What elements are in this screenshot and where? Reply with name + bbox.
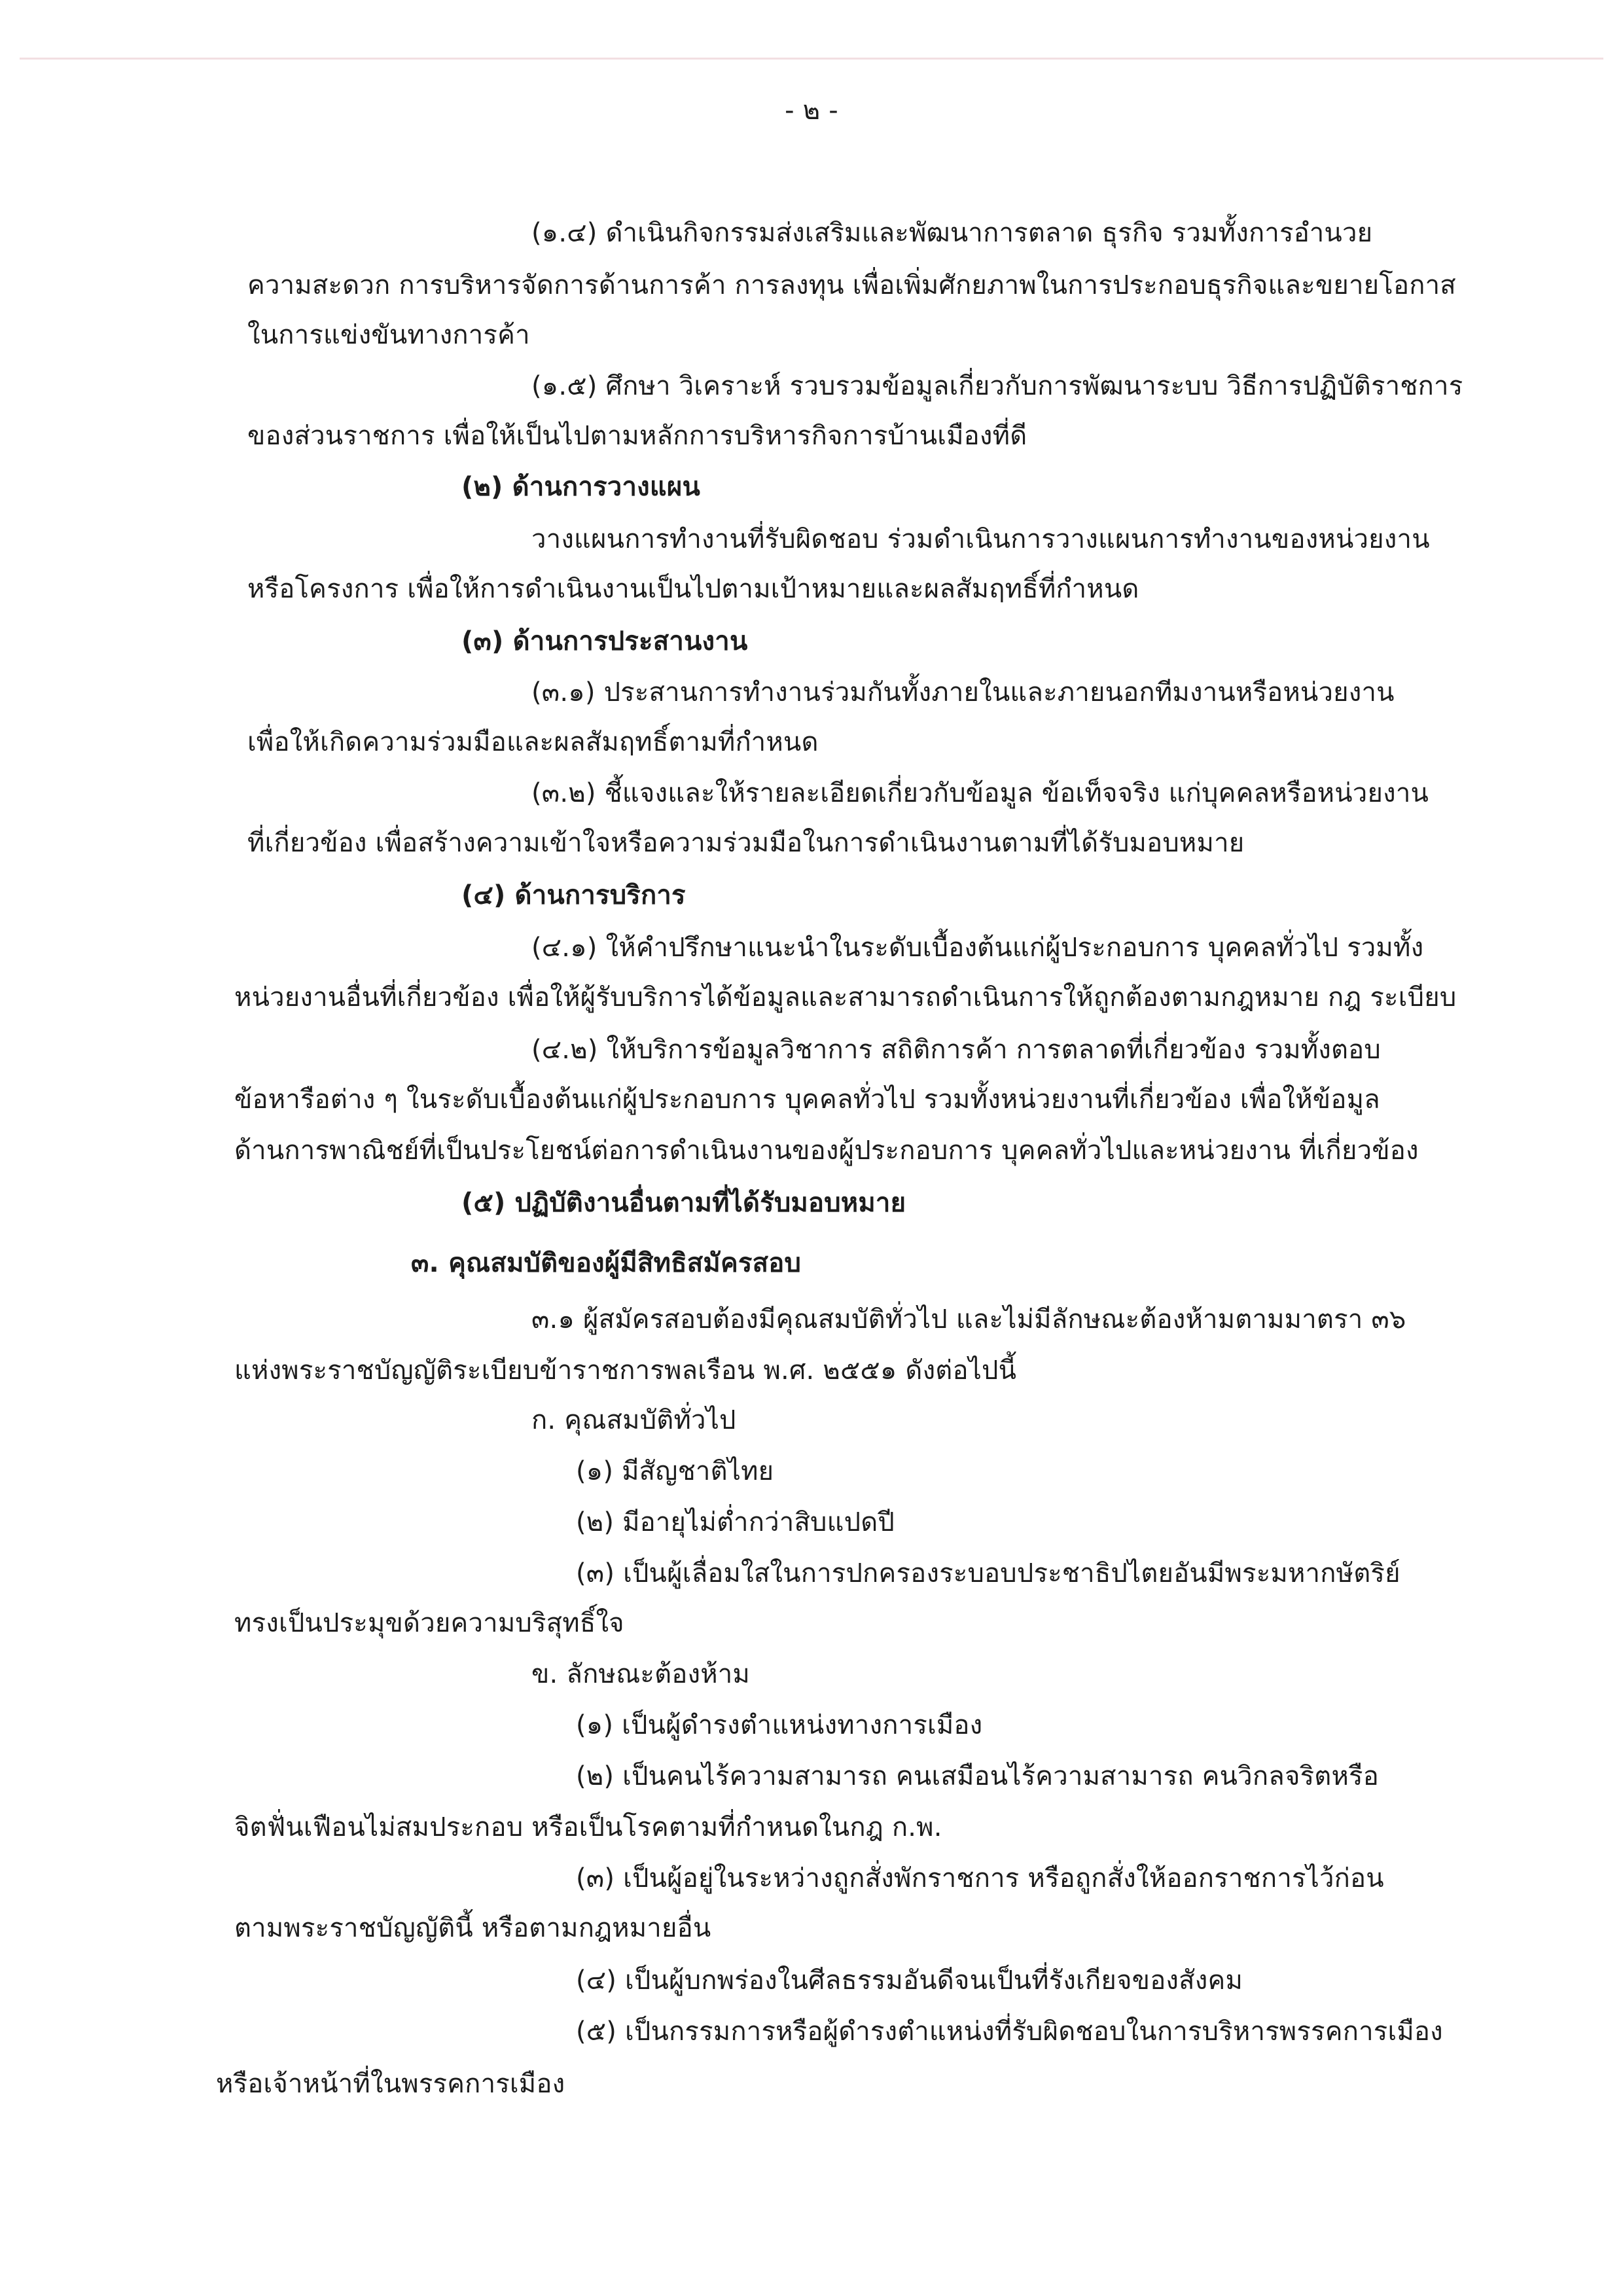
page-number: - ๒ - <box>785 96 838 126</box>
s4-2-line-1: (๔.๒) ให้บริการข้อมูลวิชาการ สถิติการค้า การตลาดที่เกี่ยวข้อง รวมทั้งตอบ <box>531 1035 1381 1065</box>
general-item-1: (๑) มีสัญชาติไทย <box>576 1456 774 1486</box>
top-divider <box>20 58 1603 60</box>
general-qualifications-heading: ก. คุณสมบัติทั่วไป <box>531 1405 736 1435</box>
q3-1-line-1: ๓.๑ ผู้สมัครสอบต้องมีคุณสมบัติทั่วไป และไม่มีลักษณะต้องห้ามตามมาตรา ๓๖ <box>531 1304 1406 1335</box>
prohibited-heading: ข. ลักษณะต้องห้าม <box>531 1659 750 1689</box>
section-3-heading: (๓) ด้านการประสานงาน <box>461 626 748 656</box>
section-4-heading: (๔) ด้านการบริการ <box>461 880 686 910</box>
general-item-2: (๒) มีอายุไม่ต่ำกว่าสิบแปดปี <box>576 1507 895 1537</box>
prohibited-item-3-line-1: (๓) เป็นผู้อยู่ในระหว่างถูกสั่งพักราชการ หรือถูกสั่งให้ออกราชการไว้ก่อน <box>576 1863 1384 1893</box>
s2-line-1: วางแผนการทำงานที่รับผิดชอบ ร่วมดำเนินการวางแผนการทำงานของหน่วยงาน <box>531 524 1430 554</box>
section-2-heading: (๒) ด้านการวางแผน <box>461 472 701 502</box>
prohibited-item-5-line-2: หรือเจ้าหน้าที่ในพรรคการเมือง <box>216 2069 565 2099</box>
section-5-heading: (๕) ปฏิบัติงานอื่นตามที่ได้รับมอบหมาย <box>461 1188 906 1218</box>
s3-1-line-1: (๓.๑) ประสานการทำงานร่วมกันทั้งภายในและภายนอกทีมงานหรือหน่วยงาน <box>531 677 1395 708</box>
prohibited-item-1: (๑) เป็นผู้ดำรงตำแหน่งทางการเมือง <box>576 1710 983 1740</box>
prohibited-item-2-line-2: จิตฟั่นเฟือนไม่สมประกอบ หรือเป็นโรคตามที่กำหนดในกฎ ก.พ. <box>234 1812 942 1842</box>
s1-4-line-3: ในการแข่งขันทางการค้า <box>247 320 530 350</box>
qualifications-heading: ๓. คุณสมบัติของผู้มีสิทธิสมัครสอบ <box>411 1248 802 1278</box>
prohibited-item-2-line-1: (๒) เป็นคนไร้ความสามารถ คนเสมือนไร้ความสามารถ คนวิกลจริตหรือ <box>576 1761 1379 1791</box>
s4-1-line-2: หน่วยงานอื่นที่เกี่ยวข้อง เพื่อให้ผู้รับบริการได้ข้อมูลและสามารถดำเนินการให้ถูกต้องตามกฎหมาย กฎ ระเบียบ <box>234 982 1457 1013</box>
s1-5-line-2: ของส่วนราชการ เพื่อให้เป็นไปตามหลักการบริหารกิจการบ้านเมืองที่ดี <box>247 421 1027 451</box>
prohibited-item-3-line-2: ตามพระราชบัญญัตินี้ หรือตามกฎหมายอื่น <box>234 1913 711 1943</box>
q3-1-line-2: แห่งพระราชบัญญัติระเบียบข้าราชการพลเรือน พ.ศ. ๒๕๕๑ ดังต่อไปนี้ <box>234 1355 1017 1386</box>
general-item-3-line-2: ทรงเป็นประมุขด้วยความบริสุทธิ์ใจ <box>234 1608 624 1638</box>
s4-2-line-3: ด้านการพาณิชย์ที่เป็นประโยชน์ต่อการดำเนินงานของผู้ประกอบการ บุคคลทั่วไปและหน่วยงาน ที่เกี่ยวข้อง <box>234 1136 1419 1166</box>
general-item-3-line-1: (๓) เป็นผู้เลื่อมใสในการปกครองระบอบประชาธิปไตยอันมีพระมหากษัตริย์ <box>576 1558 1400 1588</box>
s4-2-line-2: ข้อหารือต่าง ๆ ในระดับเบื้องต้นแก่ผู้ประกอบการ บุคคลทั่วไป รวมทั้งหน่วยงานที่เกี่ยวข้อง เพื่อให้ข้อมูล <box>234 1085 1380 1115</box>
prohibited-item-4: (๔) เป็นผู้บกพร่องในศีลธรรมอันดีจนเป็นที่รังเกียจของสังคม <box>576 1965 1243 1996</box>
prohibited-item-5-line-1: (๕) เป็นกรรมการหรือผู้ดำรงตำแหน่งที่รับผิดชอบในการบริหารพรรคการเมือง <box>576 2017 1443 2047</box>
s3-2-line-1: (๓.๒) ชี้แจงและให้รายละเอียดเกี่ยวกับข้อมูล ข้อเท็จจริง แก่บุคคลหรือหน่วยงาน <box>531 778 1429 808</box>
s1-4-line-2: ความสะดวก การบริหารจัดการด้านการค้า การลงทุน เพื่อเพิ่มศักยภาพในการประกอบธุรกิจและขยายโอกาส <box>247 270 1456 300</box>
s1-5-line-1: (๑.๕) ศึกษา วิเคราะห์ รวบรวมข้อมูลเกี่ยวกับการพัฒนาระบบ วิธีการปฏิบัติราชการ <box>531 371 1463 401</box>
s2-line-2: หรือโครงการ เพื่อให้การดำเนินงานเป็นไปตามเป้าหมายและผลสัมฤทธิ์ที่กำหนด <box>247 574 1139 604</box>
s3-1-line-2: เพื่อให้เกิดความร่วมมือและผลสัมฤทธิ์ตามที่กำหนด <box>247 727 819 757</box>
s3-2-line-2: ที่เกี่ยวข้อง เพื่อสร้างความเข้าใจหรือความร่วมมือในการดำเนินงานตามที่ได้รับมอบหมาย <box>247 828 1245 858</box>
s4-1-line-1: (๔.๑) ให้คำปรึกษาแนะนำในระดับเบื้องต้นแก่ผู้ประกอบการ บุคคลทั่วไป รวมทั้ง <box>531 933 1424 963</box>
s1-4-line-1: (๑.๔) ดำเนินกิจกรรมส่งเสริมและพัฒนาการตลาด ธุรกิจ รวมทั้งการอำนวย <box>531 218 1373 248</box>
